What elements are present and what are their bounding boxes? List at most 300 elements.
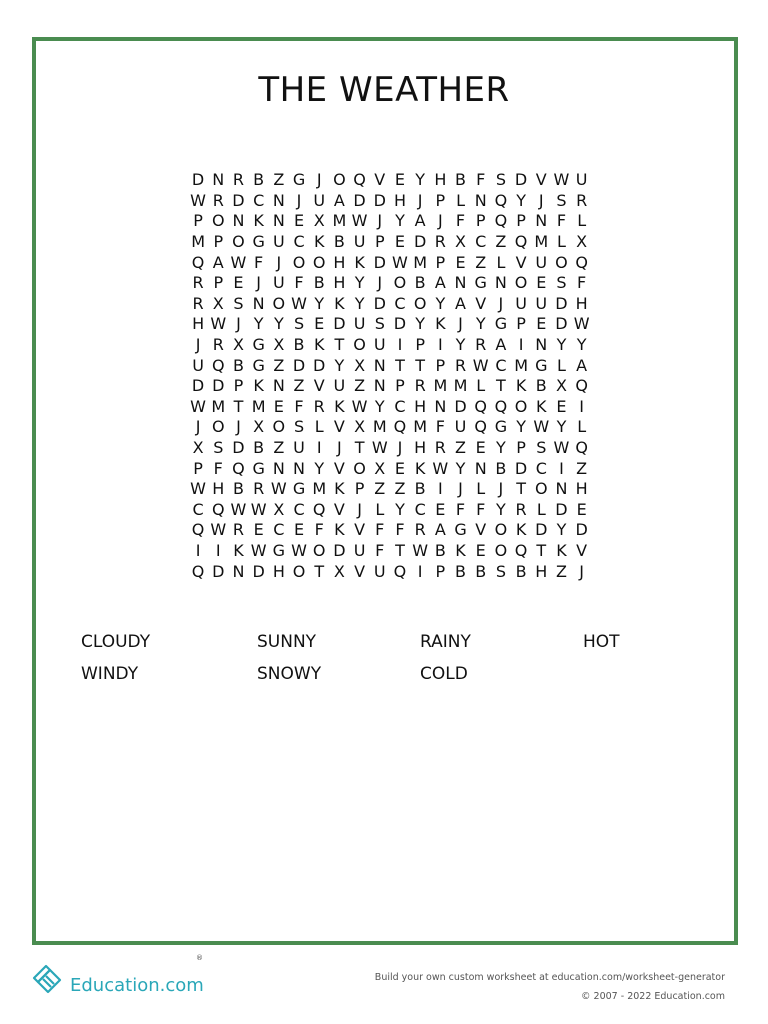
grid-letter: P xyxy=(213,273,224,293)
grid-letter: U xyxy=(535,252,548,272)
grid-letter: L xyxy=(496,252,506,272)
grid-letter: F xyxy=(294,396,304,416)
grid-letter: R xyxy=(576,190,588,210)
grid-letter: Q xyxy=(393,417,407,437)
grid-letter: V xyxy=(475,293,487,313)
grid-letter: O xyxy=(333,170,346,190)
grid-letter: C xyxy=(394,396,406,416)
grid-letter: B xyxy=(253,170,265,190)
grid-letter: F xyxy=(314,520,324,540)
grid-letter: M xyxy=(191,232,205,252)
grid-letter: S xyxy=(293,314,305,334)
grid-letter: U xyxy=(333,376,346,396)
grid-letter: A xyxy=(414,211,426,231)
grid-row xyxy=(188,458,592,479)
grid-letter: W xyxy=(270,479,287,499)
grid-letter: O xyxy=(514,273,528,293)
grid-letter: Q xyxy=(494,190,508,210)
grid-letter: R xyxy=(414,376,426,396)
grid-letter: T xyxy=(496,376,506,396)
grid-letter: Q xyxy=(191,252,205,272)
grid-letter: Y xyxy=(556,520,567,540)
grid-letter: X xyxy=(212,293,224,313)
grid-letter: X xyxy=(253,417,265,437)
grid-letter: A xyxy=(434,520,446,540)
grid-letter: N xyxy=(434,396,447,416)
grid-letter: O xyxy=(353,458,366,478)
grid-letter: Y xyxy=(395,499,405,519)
grid-letter: M xyxy=(332,211,347,231)
grid-letter: V xyxy=(333,499,345,519)
grid-letter: P xyxy=(475,211,486,231)
grid-letter: X xyxy=(455,232,467,252)
grid-letter: G xyxy=(292,479,306,499)
grid-letter: E xyxy=(293,520,305,540)
grid-letter: E xyxy=(556,396,567,416)
letter-grid xyxy=(188,170,592,582)
grid-letter: O xyxy=(211,417,225,437)
grid-letter: B xyxy=(414,273,426,293)
grid-letter: N xyxy=(272,211,285,231)
grid-letter: G xyxy=(454,520,467,540)
education-logo[interactable] xyxy=(30,960,204,996)
grid-letter: T xyxy=(334,335,345,355)
grid-letter: N xyxy=(373,376,386,396)
grid-letter: D xyxy=(313,355,326,375)
grid-letter: D xyxy=(232,438,245,458)
grid-letter: U xyxy=(272,273,285,293)
grid-letter: R xyxy=(192,293,204,313)
word-list-item: SUNNY xyxy=(257,632,317,652)
word-list xyxy=(81,632,701,685)
grid-letter: T xyxy=(314,561,325,581)
grid-letter: M xyxy=(534,232,549,252)
grid-letter: S xyxy=(213,438,224,458)
grid-letter: B xyxy=(515,561,527,581)
word-list-item: CLOUDY xyxy=(81,632,151,652)
grid-letter: Y xyxy=(556,417,567,437)
grid-letter: S xyxy=(536,438,547,458)
grid-letter: F xyxy=(556,211,567,231)
grid-letter: X xyxy=(232,335,244,355)
grid-letter: M xyxy=(514,355,528,375)
grid-letter: G xyxy=(494,314,508,334)
grid-letter: R xyxy=(414,520,426,540)
grid-letter: E xyxy=(475,540,486,560)
grid-letter: D xyxy=(373,252,386,272)
grid-row xyxy=(188,273,592,294)
grid-letter: E xyxy=(475,438,486,458)
grid-letter: X xyxy=(354,355,366,375)
grid-letter: I xyxy=(579,396,585,416)
grid-letter: I xyxy=(316,438,322,458)
grid-letter: V xyxy=(313,376,325,396)
grid-letter: L xyxy=(577,211,587,231)
grid-letter: Q xyxy=(494,211,508,231)
grid-letter: Q xyxy=(191,561,205,581)
grid-letter: K xyxy=(334,479,345,499)
grid-letter: J xyxy=(276,252,282,272)
grid-letter: Y xyxy=(415,314,426,334)
grid-letter: B xyxy=(232,479,244,499)
grid-letter: F xyxy=(375,540,385,560)
grid-letter: F xyxy=(213,458,223,478)
grid-letter: G xyxy=(494,417,508,437)
grid-letter: F xyxy=(435,417,445,437)
grid-letter: O xyxy=(393,273,407,293)
grid-letter: Q xyxy=(474,417,488,437)
grid-letter: P xyxy=(415,335,425,355)
grid-letter: H xyxy=(192,314,205,334)
grid-letter: G xyxy=(252,355,265,375)
grid-letter: B xyxy=(333,232,345,252)
grid-letter: Y xyxy=(374,396,385,416)
word-list-item: RAINY xyxy=(420,632,471,652)
grid-letter: B xyxy=(434,540,446,560)
grid-letter: O xyxy=(292,252,306,272)
grid-letter: H xyxy=(535,561,548,581)
grid-letter: U xyxy=(293,438,305,458)
grid-row xyxy=(188,500,592,521)
grid-letter: F xyxy=(455,499,466,519)
grid-letter: D xyxy=(393,314,407,334)
grid-letter: Z xyxy=(555,561,567,581)
grid-letter: P xyxy=(435,561,446,581)
grid-letter: V xyxy=(333,417,345,437)
grid-letter: N xyxy=(373,355,386,375)
grid-letter: M xyxy=(433,376,448,396)
grid-letter: K xyxy=(455,540,466,560)
grid-letter: K xyxy=(253,211,264,231)
grid-letter: C xyxy=(414,499,426,519)
grid-letter: A xyxy=(495,335,507,355)
grid-letter: N xyxy=(232,211,245,231)
grid-letter: M xyxy=(413,252,428,272)
grid-letter: P xyxy=(395,376,405,396)
grid-letter: H xyxy=(393,190,406,210)
grid-letter: K xyxy=(556,540,567,560)
grid-letter: Y xyxy=(314,458,325,478)
grid-letter: D xyxy=(454,396,467,416)
grid-letter: X xyxy=(354,417,366,437)
grid-letter: W xyxy=(573,314,590,334)
grid-letter: U xyxy=(515,293,527,313)
grid-letter: W xyxy=(291,540,307,560)
grid-row xyxy=(188,314,592,335)
grid-letter: W xyxy=(553,170,570,190)
grid-letter: V xyxy=(354,520,366,540)
grid-letter: W xyxy=(432,458,449,478)
grid-letter: B xyxy=(495,458,507,478)
grid-letter: D xyxy=(555,293,568,313)
grid-letter: W xyxy=(210,314,227,334)
grid-letter: V xyxy=(515,252,527,272)
word-list-item: COLD xyxy=(420,664,468,684)
grid-letter: J xyxy=(498,293,504,313)
grid-letter: B xyxy=(313,273,325,293)
grid-letter: B xyxy=(253,438,265,458)
grid-letter: Y xyxy=(475,314,486,334)
grid-letter: K xyxy=(313,335,325,355)
grid-row xyxy=(188,541,592,562)
education-logo-icon xyxy=(30,960,66,996)
grid-letter: Q xyxy=(232,458,245,478)
grid-letter: A xyxy=(333,190,345,210)
grid-letter: Z xyxy=(354,376,366,396)
grid-letter: S xyxy=(233,293,244,313)
grid-letter: N xyxy=(494,273,507,293)
grid-letter: Y xyxy=(455,458,466,478)
grid-letter: E xyxy=(536,314,547,334)
grid-letter: A xyxy=(455,293,466,313)
grid-letter: J xyxy=(256,273,262,293)
grid-letter: D xyxy=(514,458,528,478)
grid-letter: K xyxy=(536,396,547,416)
grid-letter: J xyxy=(296,190,302,210)
grid-letter: M xyxy=(312,479,327,499)
grid-letter: J xyxy=(458,314,463,334)
grid-letter: N xyxy=(555,479,568,499)
grid-letter: Z xyxy=(293,376,305,396)
grid-letter: C xyxy=(394,293,406,313)
grid-letter: O xyxy=(514,396,528,416)
grid-letter: W xyxy=(190,479,206,499)
grid-letter: X xyxy=(273,499,285,519)
grid-letter: J xyxy=(316,170,322,190)
copyright-text: © 2007 - 2022 Education.com xyxy=(581,991,725,1002)
grid-letter: R xyxy=(232,170,245,190)
grid-letter: H xyxy=(434,170,447,190)
grid-letter: G xyxy=(252,458,265,478)
grid-letter: U xyxy=(353,540,366,560)
grid-letter: N xyxy=(535,335,548,355)
grid-letter: J xyxy=(377,273,383,293)
grid-letter: D xyxy=(212,376,225,396)
grid-letter: W xyxy=(371,438,388,458)
grid-letter: I xyxy=(417,561,423,581)
grid-letter: X xyxy=(273,335,285,355)
grid-letter: O xyxy=(232,232,245,252)
grid-letter: P xyxy=(435,190,446,210)
grid-letter: E xyxy=(435,499,446,519)
grid-letter: S xyxy=(293,417,305,437)
grid-letter: U xyxy=(313,190,326,210)
grid-letter: Z xyxy=(475,252,487,272)
grid-letter: C xyxy=(293,499,305,519)
grid-letter: Y xyxy=(516,190,526,210)
grid-letter: R xyxy=(192,273,204,293)
grid-letter: D xyxy=(555,499,568,519)
grid-letter: E xyxy=(394,170,406,190)
grid-letter: Y xyxy=(455,335,466,355)
grid-letter: H xyxy=(575,479,588,499)
grid-letter: X xyxy=(555,376,567,396)
grid-row xyxy=(188,397,592,418)
grid-letter: W xyxy=(533,417,550,437)
grid-letter: M xyxy=(372,417,387,437)
grid-letter: E xyxy=(253,520,264,540)
build-worksheet-link[interactable]: Build your own custom worksheet at education.com/worksheet-generator xyxy=(374,972,725,983)
grid-letter: U xyxy=(272,232,285,252)
grid-letter: Z xyxy=(374,479,386,499)
grid-letter: Q xyxy=(514,232,528,252)
grid-letter: R xyxy=(212,190,224,210)
grid-letter: U xyxy=(535,293,548,313)
grid-letter: H xyxy=(414,396,427,416)
grid-letter: G xyxy=(292,170,306,190)
grid-letter: Q xyxy=(191,520,205,540)
grid-letter: X xyxy=(374,458,386,478)
grid-row xyxy=(188,294,592,315)
grid-letter: V xyxy=(576,540,588,560)
grid-letter: Y xyxy=(435,293,446,313)
grid-letter: Y xyxy=(496,499,506,519)
grid-letter: P xyxy=(374,232,385,252)
grid-letter: Z xyxy=(576,458,588,478)
grid-letter: O xyxy=(494,520,508,540)
grid-letter: P xyxy=(213,232,224,252)
grid-letter: D xyxy=(353,190,366,210)
grid-row xyxy=(188,252,592,273)
grid-letter: Y xyxy=(354,293,365,313)
grid-letter: U xyxy=(373,561,386,581)
grid-letter: Y xyxy=(496,438,506,458)
grid-letter: L xyxy=(557,355,566,375)
grid-letter: P xyxy=(233,376,244,396)
grid-letter: O xyxy=(292,561,306,581)
grid-letter: K xyxy=(313,232,325,252)
grid-letter: E xyxy=(233,273,244,293)
grid-letter: G xyxy=(535,355,548,375)
grid-letter: Q xyxy=(393,561,407,581)
grid-letter: P xyxy=(435,252,446,272)
grid-letter: U xyxy=(353,232,366,252)
grid-letter: M xyxy=(453,376,468,396)
grid-letter: Q xyxy=(575,252,588,272)
grid-letter: T xyxy=(395,355,405,375)
grid-row xyxy=(188,211,592,232)
grid-letter: O xyxy=(272,293,286,313)
grid-letter: W xyxy=(553,438,570,458)
grid-letter: Z xyxy=(273,438,285,458)
grid-letter: X xyxy=(333,561,345,581)
grid-letter: I xyxy=(437,335,443,355)
grid-letter: L xyxy=(375,499,385,519)
grid-letter: D xyxy=(232,190,245,210)
grid-letter: R xyxy=(253,479,265,499)
grid-letter: K xyxy=(233,540,244,560)
grid-letter: R xyxy=(454,355,467,375)
grid-letter: R xyxy=(232,520,245,540)
grid-letter: D xyxy=(373,293,386,313)
word-list-item: SNOWY xyxy=(257,664,322,684)
grid-letter: E xyxy=(394,232,406,252)
grid-letter: H xyxy=(414,438,427,458)
grid-letter: J xyxy=(236,417,241,437)
grid-letter: B xyxy=(475,561,487,581)
grid-letter: D xyxy=(575,520,588,540)
grid-letter: O xyxy=(211,211,225,231)
grid-letter: N xyxy=(454,273,467,293)
grid-letter: N xyxy=(272,376,285,396)
grid-letter: E xyxy=(314,314,325,334)
grid-letter: L xyxy=(577,417,587,437)
grid-letter: N xyxy=(535,211,548,231)
grid-letter: Z xyxy=(273,355,285,375)
grid-letter: R xyxy=(313,396,325,416)
footer-text xyxy=(375,968,725,1006)
grid-letter: C xyxy=(192,499,204,519)
grid-letter: Q xyxy=(211,355,225,375)
grid-letter: Q xyxy=(514,540,528,560)
grid-letter: V xyxy=(374,170,386,190)
grid-letter: I xyxy=(215,540,221,560)
grid-letter: K xyxy=(253,376,264,396)
grid-letter: L xyxy=(456,190,465,210)
grid-letter: V xyxy=(535,170,547,190)
grid-letter: Q xyxy=(474,396,488,416)
grid-row xyxy=(188,479,592,500)
grid-letter: K xyxy=(435,314,446,334)
grid-letter: M xyxy=(413,417,428,437)
grid-letter: F xyxy=(375,520,385,540)
grid-letter: J xyxy=(236,314,241,334)
grid-letter: W xyxy=(351,396,368,416)
grid-letter: H xyxy=(333,273,346,293)
grid-letter: W xyxy=(472,355,489,375)
grid-letter: D xyxy=(333,540,346,560)
grid-row xyxy=(188,355,592,376)
grid-letter: P xyxy=(516,211,526,231)
grid-letter: K xyxy=(354,252,365,272)
grid-letter: T xyxy=(415,355,426,375)
grid-letter: N xyxy=(212,170,225,190)
grid-letter: W xyxy=(250,540,267,560)
word-list-item: WINDY xyxy=(81,664,139,684)
grid-letter: N xyxy=(293,458,306,478)
grid-row xyxy=(188,438,592,459)
grid-letter: L xyxy=(476,479,486,499)
grid-letter: C xyxy=(475,232,487,252)
grid-letter: W xyxy=(291,293,307,313)
grid-row xyxy=(188,232,592,253)
grid-letter: K xyxy=(334,520,345,540)
grid-letter: U xyxy=(353,314,366,334)
grid-letter: F xyxy=(577,273,587,293)
grid-letter: H xyxy=(272,561,285,581)
grid-letter: S xyxy=(556,273,567,293)
grid-row xyxy=(188,520,592,541)
grid-letter: U xyxy=(454,417,467,437)
grid-letter: J xyxy=(195,335,201,355)
grid-letter: J xyxy=(498,479,504,499)
grid-letter: C xyxy=(495,355,507,375)
grid-letter: N xyxy=(232,561,245,581)
registered-mark: ® xyxy=(196,954,203,962)
grid-letter: Q xyxy=(494,396,508,416)
grid-letter: H xyxy=(212,479,225,499)
grid-letter: I xyxy=(437,479,443,499)
grid-letter: W xyxy=(190,396,206,416)
grid-letter: W xyxy=(230,499,247,519)
grid-letter: P xyxy=(516,438,526,458)
grid-letter: N xyxy=(272,190,285,210)
grid-letter: O xyxy=(312,540,326,560)
grid-letter: O xyxy=(494,540,508,560)
grid-letter: D xyxy=(373,190,386,210)
grid-letter: P xyxy=(516,314,526,334)
grid-letter: C xyxy=(253,190,265,210)
